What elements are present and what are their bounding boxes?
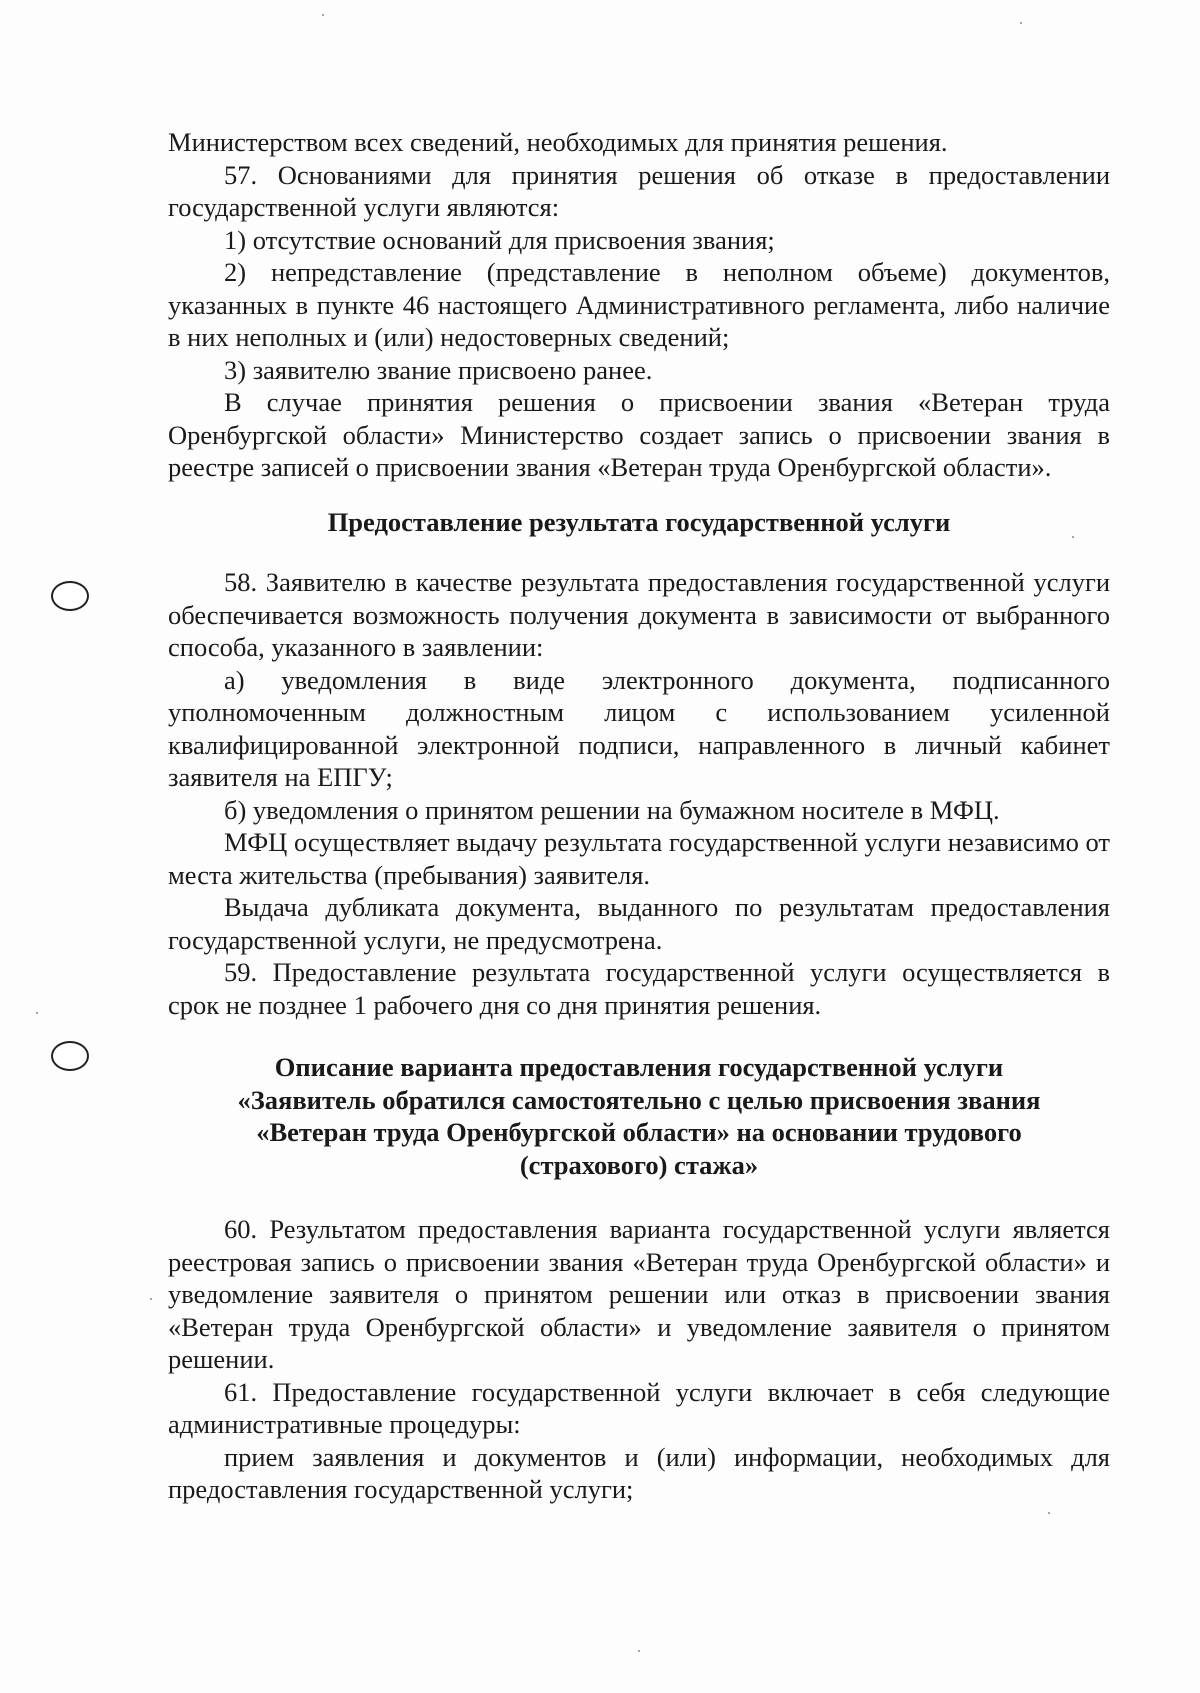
scan-speck	[638, 1650, 640, 1652]
scan-speck	[1048, 1512, 1050, 1514]
paragraph-registry-record: В случае принятия решения о присвоении звания «Ветеран труда Оренбургской области» Министерство создает запись о присвоении звания в реестре записей о присвоении звания «Ветеран труда Оренбургской области».	[168, 387, 1110, 482]
punch-hole-bottom	[51, 1041, 89, 1071]
paragraph-60: 60. Результатом предоставления варианта государственной услуги является реестровая запись о присвоении звания «Ветеран труда Оренбургской области» и уведомление заявителя о принятом решении или отказ в присвоении звания «Ветеран труда Оренбургской области» и уведомление заявителя о принятом решении.	[168, 1214, 1110, 1374]
paragraph-58: 58. Заявителю в качестве результата предоставления государственной услуги обеспечивается возможность получения документа в зависимости от выбранного способа, указанного в заявлении:	[168, 567, 1110, 662]
list-item-2: 2) непредставление (представление в неполном объеме) документов, указанных в пункте 46 настоящего Административного регламента, либо наличие в них неполных и (или) недостоверных сведений;	[168, 257, 1110, 352]
heading-line: «Ветеран труда Оренбургской области» на основании трудового	[256, 1117, 1022, 1147]
paragraph-duplicate: Выдача дубликата документа, выданного по результатам предоставления государственной услуги, не предусмотрена.	[168, 892, 1110, 955]
heading-line: Описание варианта предоставления государственной услуги	[274, 1052, 1004, 1082]
scan-speck	[150, 1298, 152, 1300]
paragraph-continuation: Министерством всех сведений, необходимых для принятия решения.	[168, 127, 948, 157]
paragraph-procedure-reception: прием заявления и документов и (или) информации, необходимых для предоставления государственной услуги;	[168, 1441, 1110, 1504]
section-heading-result: Предоставление результата государственной услуги	[327, 506, 951, 537]
section-heading-variant	[168, 1051, 1110, 1181]
paragraph-59: 59. Предоставление результата государственной услуги осуществляется в срок не позднее 1 рабочего дня со дня принятия решения.	[168, 957, 1110, 1020]
list-item-1: 1) отсутствие оснований для присвоения звания;	[224, 224, 775, 255]
paragraph-57: 57. Основаниями для принятия решения об отказе в предоставлении государственной услуги являются:	[168, 159, 1110, 222]
scan-speck	[322, 14, 324, 16]
list-item-b: б) уведомления о принятом решении на бумажном носителе в МФЦ.	[224, 794, 1000, 825]
list-item-3: 3) заявителю звание присвоено ранее.	[224, 354, 653, 385]
heading-line: «Заявитель обратился самостоятельно с целью присвоения звания	[237, 1084, 1041, 1115]
scan-speck	[1020, 22, 1022, 24]
punch-hole-top	[51, 581, 89, 611]
list-item-a: а) уведомления в виде электронного документа, подписанного уполномоченным должностным лицом с использованием усиленной квалифицированной электронной подписи, направленного в личный кабинет заявителя на ЕПГУ;	[168, 664, 1110, 792]
scan-speck	[36, 1012, 38, 1014]
paragraph-mfc: МФЦ осуществляет выдачу результата государственной услуги независимо от места жительства (пребывания) заявителя.	[168, 827, 1110, 890]
document-body	[168, 126, 1110, 1506]
paragraph-61: 61. Предоставление государственной услуги включает в себя следующие административные процедуры:	[168, 1376, 1110, 1439]
heading-line: (страхового) стажа»	[519, 1149, 759, 1180]
